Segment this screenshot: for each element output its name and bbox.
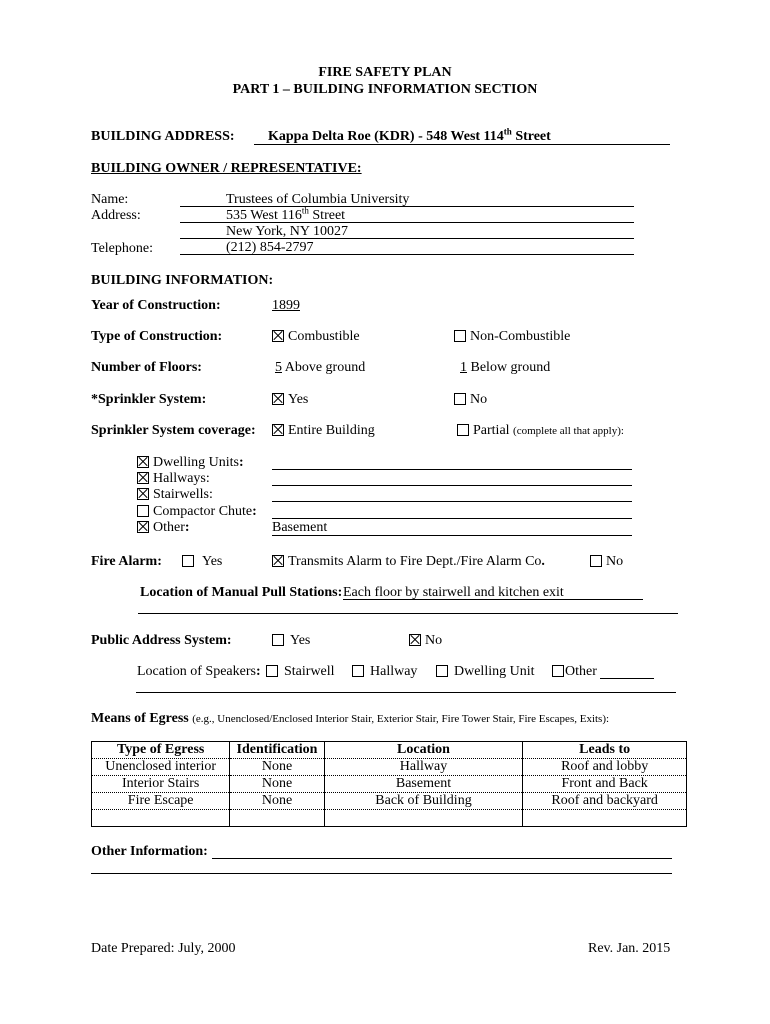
pa-yes-label: Yes [290, 633, 311, 648]
coverage-entire-option[interactable] [272, 423, 375, 439]
sprinkler-label: *Sprinkler System: [91, 392, 207, 407]
egress-heading [91, 711, 609, 727]
egress-cell[interactable]: Interior Stairs [92, 776, 230, 793]
other-info-line1[interactable] [212, 858, 672, 859]
area-dwelling-label: Dwelling Units [153, 455, 239, 470]
floors-below[interactable] [460, 360, 550, 376]
coverage-entire-label: Entire Building [288, 423, 375, 438]
sprinkler-no-checkbox[interactable] [454, 393, 466, 405]
owner-telephone-value[interactable]: (212) 854-2797 [226, 240, 314, 255]
pull-stations-label: Location of Manual Pull Stations: [140, 585, 343, 600]
area-other[interactable] [137, 520, 190, 536]
table-row [92, 793, 687, 810]
pa-yes-option[interactable] [272, 633, 310, 649]
speakers-hallway-label: Hallway [370, 664, 418, 679]
coverage-partial-label: Partial [473, 423, 510, 438]
year-label: Year of Construction: [91, 298, 221, 313]
table-row [92, 759, 687, 776]
building-address-value-text: Kappa Delta Roe (KDR) - 548 West 114 [268, 129, 504, 144]
speakers-other-line [600, 678, 654, 679]
egress-cell[interactable]: Roof and lobby [523, 759, 687, 776]
area-hallways-label: Hallways: [153, 471, 210, 486]
area-hallways-line [272, 485, 632, 486]
egress-table [91, 741, 687, 827]
table-row [92, 776, 687, 793]
coverage-partial-note: (complete all that apply): [513, 425, 624, 437]
egress-cell[interactable]: Back of Building [324, 793, 523, 810]
owner-address-value2[interactable]: New York, NY 10027 [226, 224, 348, 239]
area-dwelling-units[interactable] [137, 455, 244, 471]
coverage-label: Sprinkler System coverage: [91, 423, 256, 438]
sprinkler-no-option[interactable] [454, 392, 487, 408]
pa-no-checkbox[interactable] [409, 634, 421, 646]
floors-above-text: Above ground [282, 360, 366, 375]
pull-stations-line2 [138, 613, 678, 614]
pa-yes-checkbox[interactable] [272, 634, 284, 646]
owner-telephone-label: Telephone: [91, 241, 153, 256]
owner-address-value1[interactable] [226, 205, 346, 224]
noncombustible-label: Non-Combustible [470, 329, 571, 344]
egress-cell[interactable]: None [230, 759, 324, 776]
egress-cell[interactable] [92, 810, 230, 827]
combustible-checkbox[interactable] [272, 330, 284, 342]
egress-cell[interactable]: Roof and backyard [523, 793, 687, 810]
egress-cell[interactable]: Fire Escape [92, 793, 230, 810]
egress-cell[interactable]: Basement [324, 776, 523, 793]
speakers-other-checkbox[interactable] [552, 665, 564, 677]
fire-alarm-yes-checkbox[interactable] [182, 555, 194, 567]
other-info-line2[interactable] [91, 873, 672, 874]
area-stairwells-label: Stairwells: [153, 487, 213, 502]
construction-combustible-option[interactable] [272, 329, 360, 345]
floors-above-num: 5 [275, 360, 282, 375]
noncombustible-checkbox[interactable] [454, 330, 466, 342]
owner-name-label: Name: [91, 192, 129, 207]
egress-col-identification: Identification [230, 742, 324, 759]
floors-below-text: Below ground [467, 360, 551, 375]
area-compactor-checkbox[interactable] [137, 505, 149, 517]
area-other-label: Other [153, 520, 185, 535]
egress-col-location: Location [324, 742, 523, 759]
floors-below-num: 1 [460, 360, 467, 375]
sprinkler-yes-checkbox[interactable] [272, 393, 284, 405]
fire-alarm-no-option[interactable] [590, 554, 623, 570]
area-other-value[interactable]: Basement [272, 520, 328, 535]
sprinkler-no-label: No [470, 392, 488, 407]
egress-cell[interactable]: Unenclosed interior [92, 759, 230, 776]
area-hallways[interactable] [137, 471, 210, 487]
area-other-checkbox[interactable] [137, 521, 149, 533]
egress-cell[interactable] [230, 810, 324, 827]
document-subtitle: PART 1 – BUILDING INFORMATION SECTION [232, 82, 538, 97]
egress-cell[interactable]: None [230, 793, 324, 810]
floors-label: Number of Floors: [91, 360, 202, 375]
speakers-stairwell-label: Stairwell [284, 664, 335, 679]
coverage-partial-option[interactable] [457, 423, 624, 439]
pa-no-label: No [425, 633, 443, 648]
speakers-stairwell-checkbox[interactable] [266, 665, 278, 677]
egress-header-row [92, 742, 687, 759]
coverage-partial-checkbox[interactable] [457, 424, 469, 436]
area-dwelling-colon: : [238, 455, 244, 470]
combustible-label: Combustible [288, 329, 360, 344]
other-info-label: Other Information: [91, 844, 208, 859]
fire-alarm-transmits-label: Transmits Alarm to Fire Dept./Fire Alarm Co [288, 554, 542, 569]
egress-cell[interactable] [523, 810, 687, 827]
fire-alarm-transmits-option[interactable] [272, 554, 545, 570]
pa-no-option[interactable] [409, 633, 442, 649]
sprinkler-yes-label: Yes [288, 392, 309, 407]
area-dwelling-checkbox[interactable] [137, 456, 149, 468]
egress-note: (e.g., Unenclosed/Enclosed Interior Stair, Exterior Stair, Fire Tower Stair, Fire Escapes, Exits): [192, 713, 610, 725]
pa-system-label: Public Address System: [91, 633, 232, 648]
building-address-value[interactable] [268, 126, 551, 145]
egress-col-type: Type of Egress [92, 742, 230, 759]
egress-cell[interactable]: Front and Back [523, 776, 687, 793]
date-prepared: Date Prepared: July, 2000 [91, 941, 236, 956]
construction-noncombustible-option[interactable] [454, 329, 570, 345]
pull-stations-value[interactable]: Each floor by stairwell and kitchen exit [343, 585, 564, 600]
owner-address-value1-text: 535 West 116 [226, 208, 302, 223]
fire-alarm-yes-option[interactable] [182, 554, 222, 570]
construction-type-label: Type of Construction: [91, 329, 223, 344]
speakers-hallway-option[interactable] [352, 664, 417, 680]
speakers-dwelling-label: Dwelling Unit [454, 664, 535, 679]
speakers-label-text: Location of Speakers [137, 664, 256, 679]
area-hallways-checkbox[interactable] [137, 472, 149, 484]
building-address-value-end: Street [511, 129, 551, 144]
fire-alarm-no-label: No [606, 554, 624, 569]
speakers-other-option[interactable] [552, 664, 597, 680]
area-compactor-line [272, 518, 632, 519]
floors-above[interactable] [272, 360, 365, 376]
egress-cell[interactable]: Hallway [324, 759, 523, 776]
fire-alarm-no-checkbox[interactable] [590, 555, 602, 567]
speakers-hallway-checkbox[interactable] [352, 665, 364, 677]
speakers-stairwell-option[interactable] [266, 664, 335, 680]
owner-address-sup: th [301, 205, 309, 216]
egress-cell[interactable]: None [230, 776, 324, 793]
speakers-line2 [136, 692, 676, 693]
owner-address-value1-end: Street [308, 208, 346, 223]
sprinkler-yes-option[interactable] [272, 392, 308, 408]
building-address-sup: th [503, 126, 512, 137]
area-stairwells-checkbox[interactable] [137, 488, 149, 500]
owner-address-label: Address: [91, 208, 141, 223]
area-dwelling-line [272, 469, 632, 470]
fire-alarm-label: Fire Alarm: [91, 554, 162, 569]
revision: Rev. Jan. 2015 [588, 941, 671, 956]
speakers-colon: : [255, 664, 261, 679]
area-compactor[interactable] [137, 504, 257, 520]
area-compactor-label: Compactor Chute [153, 504, 253, 519]
area-stairwells-line [272, 501, 632, 502]
fire-alarm-yes-label: Yes [202, 554, 223, 569]
year-value[interactable]: 1899 [272, 298, 300, 313]
coverage-entire-checkbox[interactable] [272, 424, 284, 436]
egress-cell[interactable] [324, 810, 523, 827]
table-row [92, 810, 687, 827]
area-other-colon: : [184, 520, 190, 535]
building-address-label: BUILDING ADDRESS: [91, 129, 235, 144]
fire-alarm-transmits-dot: . [541, 554, 545, 569]
speakers-other-label: Other [565, 664, 597, 679]
area-compactor-colon: : [252, 504, 257, 519]
egress-label: Means of Egress [91, 711, 189, 726]
speakers-dwelling-option[interactable] [436, 664, 535, 680]
speakers-label [137, 664, 261, 680]
speakers-dwelling-checkbox[interactable] [436, 665, 448, 677]
egress-col-leads-to: Leads to [523, 742, 687, 759]
fire-alarm-transmits-checkbox[interactable] [272, 555, 284, 567]
owner-heading: BUILDING OWNER / REPRESENTATIVE: [91, 161, 362, 176]
area-stairwells[interactable] [137, 487, 213, 503]
owner-name-value[interactable]: Trustees of Columbia University [226, 192, 410, 207]
document-title: FIRE SAFETY PLAN [318, 65, 452, 80]
building-info-heading: BUILDING INFORMATION: [91, 273, 274, 288]
